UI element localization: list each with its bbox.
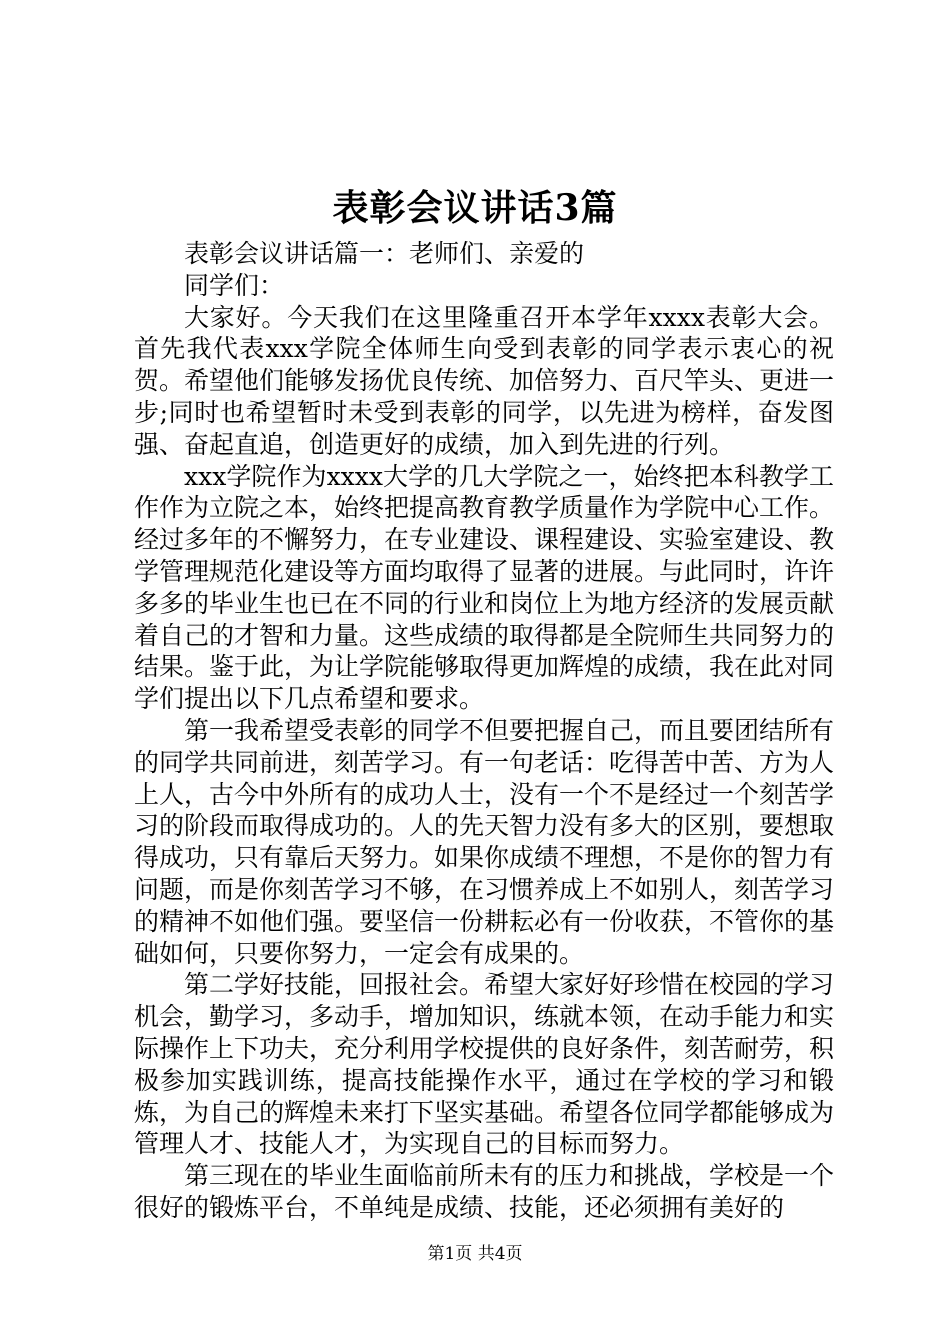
- paragraph-college-intro: xxx学院作为xxxx大学的几大学院之一，始终把本科教学工作作为立院之本，始终把提高教育教学质量作为学院中心工作。经过多年的不懈努力，在专业建设、课程建设、实验室建设、教学管理规范化建设等方面均取得了显著的进展。与此同时，许许多多的毕业生也已在不同的行业和岗位上为地方经济的发展贡献着自己的才智和力量。这些成绩的取得都是全院师生共同努力的结果。鉴于此，为让学院能够取得更加辉煌的成绩，我在此对同学们提出以下几点希望和要求。: [134, 461, 835, 714]
- document-title: 表彰会议讲话3篇: [332, 187, 618, 229]
- paragraph-point-two: 第二学好技能，回报社会。希望大家好好珍惜在校园的学习机会，勤学习，多动手，增加知识，练就本领，在动手能力和实际操作上下功夫，充分利用学校提供的良好条件，刻苦耐劳，积极参加实践训练，提高技能操作水平，通过在学校的学习和锻炼，为自己的辉煌未来打下坚实基础。希望各位同学都能够成为管理人才、技能人才，为实现自己的目标而努力。: [134, 970, 835, 1159]
- paragraph-heading: 表彰会议讲话篇一：老师们、亲爱的: [184, 239, 585, 268]
- paragraph-salutation: 同学们：: [184, 270, 285, 300]
- paragraph-point-three: 第三现在的毕业生面临前所未有的压力和挑战，学校是一个很好的锻炼平台，不单纯是成绩、技能，还必须拥有美好的: [134, 1161, 835, 1222]
- document-body: [134, 238, 834, 1224]
- paragraph-point-one: 第一我希望受表彰的同学不但要把握自己，而且要团结所有的同学共同前进，刻苦学习。有一句老话：吃得苦中苦、方为人上人，古今中外所有的成功人士，没有一个不是经过一个刻苦学习的阶段而取得成功的。人的先天智力没有多大的区别，要想取得成功，只有靠后天努力。如果你成绩不理想，不是你的智力有问题，而是你刻苦学习不够，在习惯养成上不如别人，刻苦学习的精神不如他们强。要坚信一份耕耘必有一份收获，不管你的基础如何，只要你努力，一定会有成果的。: [134, 715, 835, 968]
- page-number-footer: 第1页 共4页: [427, 1244, 523, 1264]
- paragraph-greeting: 大家好。今天我们在这里隆重召开本学年xxxx表彰大会。首先我代表xxx学院全体师生向受到表彰的同学表示衷心的祝贺。希望他们能够发扬优良传统、加倍努力、百尺竿头、更进一步;同时也希望暂时未受到表彰的同学，以先进为榜样，奋发图强、奋起直追，创造更好的成绩，加入到先进的行列。: [134, 302, 835, 459]
